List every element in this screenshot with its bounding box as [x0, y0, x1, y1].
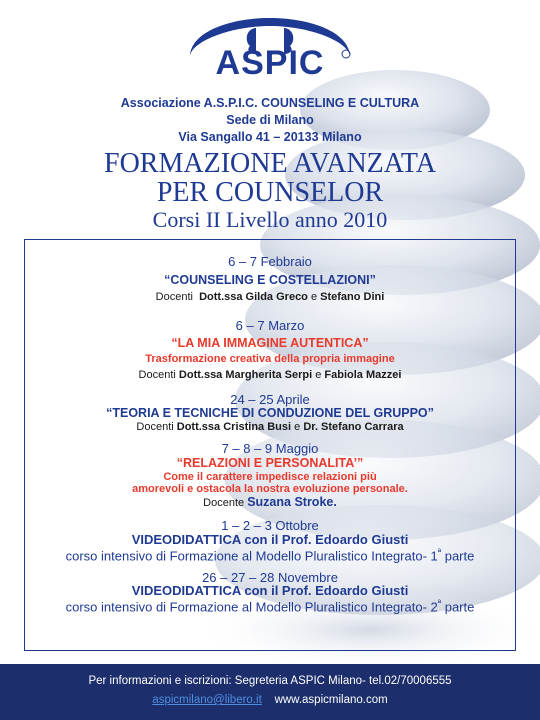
course-1-title: “COUNSELING E COSTELLAZIONI”: [164, 273, 376, 287]
email-link[interactable]: aspicmilano@libero.it: [152, 694, 262, 706]
course-2-teachers: Docenti Dott.ssa Margherita Serpi e Fabiola Mazzei: [138, 369, 402, 381]
course-4-teacher: Docente Suzana Stroke.: [203, 495, 337, 509]
course-3-teachers: Docenti Dott.ssa Cristina Busi e Dr. Stefano Carrara: [136, 421, 404, 433]
title-line-3: Corsi II Livello anno 2010: [152, 207, 388, 232]
course-3-date: 24 – 25 Aprile: [230, 392, 310, 407]
aspic-logo-text: ASPIC: [215, 44, 325, 82]
course-3-title: “TEORIA E TECNICHE DI CONDUZIONE DEL GRUPPO”: [106, 406, 434, 420]
course-1-date: 6 – 7 Febbraio: [228, 254, 312, 269]
course-1-teachers: Docenti Dott.ssa Gilda Greco e Stefano Dini: [155, 291, 385, 303]
course-2-date: 6 – 7 Marzo: [235, 318, 305, 333]
website-link[interactable]: www.aspicmilano.com: [274, 694, 388, 706]
title-line-2: PER COUNSELOR: [156, 177, 384, 208]
footer-info: Per informazioni e iscrizioni: Segreteria ASPIC Milano- tel.02/70006555: [88, 675, 452, 687]
course-2-subtitle: Trasformazione creativa della propria immagine: [145, 353, 395, 365]
title-line-1: FORMAZIONE AVANZATA: [104, 148, 436, 179]
course-4-desc-1: Come il carattere impedisce relazioni più: [163, 471, 377, 483]
course-5-date: 1 – 2 – 3 Ottobre: [221, 518, 319, 533]
course-6-date: 26 – 27 – 28 Novembre: [202, 570, 338, 585]
association-office: Sede di Milano: [226, 113, 314, 127]
course-4-date: 7 – 8 – 9 Maggio: [221, 441, 319, 456]
course-4-desc-2: amorevoli e ostacola la nostra evoluzione personale.: [132, 483, 408, 495]
footer-contacts: [0, 694, 540, 706]
course-6-desc: corso intensivo di Formazione al Modello Pluralistico Integrato- $2^ª$ parte: [65, 598, 475, 615]
footer-bar: [0, 664, 540, 720]
course-5-desc: corso intensivo di Formazione al Modello Pluralistico Integrato- $1^ª$ parte: [65, 547, 475, 564]
course-6-title: VIDEODIDATTICA con il Prof. Edoardo Giusti: [131, 583, 409, 598]
association-name: Associazione A.S.P.I.C. COUNSELING E CULTURA: [120, 96, 420, 110]
course-4-title: “RELAZIONI E PERSONALITA’”: [176, 456, 364, 470]
course-5-title: VIDEODIDATTICA con il Prof. Edoardo Giusti: [131, 532, 409, 547]
association-address: Via Sangallo 41 – 20133 Milano: [178, 130, 362, 144]
course-2-title: “LA MIA IMMAGINE AUTENTICA”: [171, 336, 369, 350]
